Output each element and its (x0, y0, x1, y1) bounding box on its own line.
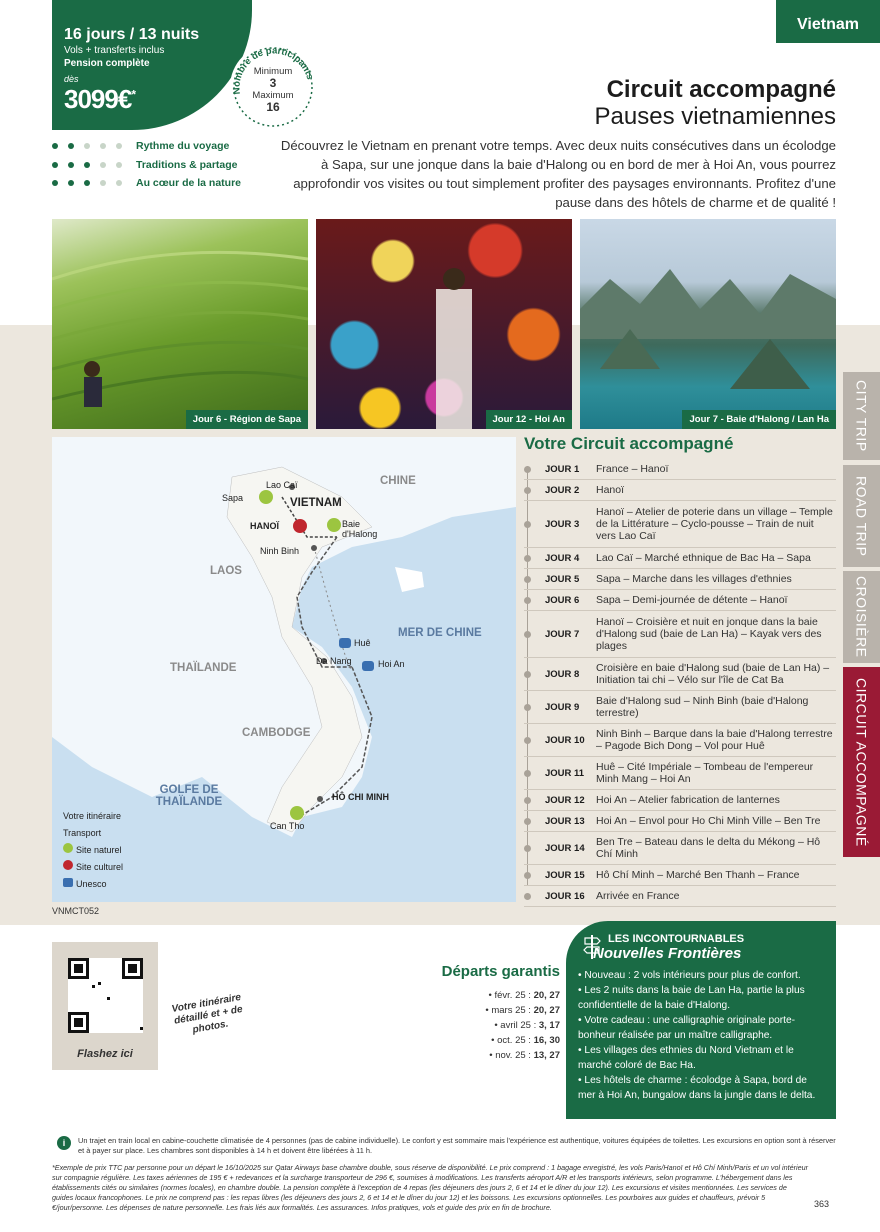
departure-item: • oct. 25 : 16, 30 (491, 1035, 560, 1046)
day-description: Hoi An – Envol pour Ho Chi Minh Ville – Ben Tre (596, 815, 821, 827)
timeline-dot (524, 872, 531, 879)
photo-sapa (52, 219, 308, 429)
side-tab-circuit-accompagne[interactable]: CIRCUIT ACCOMPAGNÉ (843, 667, 880, 857)
rating-dot (100, 162, 106, 168)
day-number: JOUR 13 (545, 815, 585, 827)
intro-text: Découvrez le Vietnam en prenant votre temps. Avec deux nuits consécutives dans un écolodge à Sapa, sur une jonque dans la baie d'Halong ou en bord de mer à Hoi An, vous pourrez approfondir vos visites ou tout simplement profiter des paysages environnants. Profitez d'une pause dans des hôtels de charme et de qualité ! (280, 138, 836, 210)
qr-note: Votre itinéraire détaillé et + de photos. (170, 991, 244, 1036)
highlight-item: • Votre cadeau : une calligraphie originale porte-bonheur réalisée par un maître calligraphe. (578, 1015, 796, 1041)
cultural-site-icon (63, 860, 73, 870)
rating-label: Rythme du voyage (136, 140, 230, 153)
photo-caption: Jour 7 - Baie d'Halong / Lan Ha (682, 410, 836, 429)
timeline-dot (524, 597, 531, 604)
timeline-dot (524, 671, 531, 678)
photo-caption: Jour 12 - Hoi An (486, 410, 573, 429)
itinerary-day (524, 590, 836, 611)
product-code: VNMCT052 (52, 906, 100, 916)
photo-halong (580, 219, 836, 429)
lanterns-illustration (316, 219, 572, 429)
timeline-dot (524, 466, 531, 473)
info-text: Un trajet en train local en cabine-couchette climatisée de 4 personnes (pas de cabine individuelle). Le confort y est sommaire mais l'expérience est authentique, voitures équipées de toilettes. Les excursions en option sont à réserver et à payer sur place. Les chambres sont disponibles à 14 h et doivent être libérées à 11 h. (78, 1136, 836, 1155)
participants-seal (230, 44, 316, 130)
day-number: JOUR 4 (545, 552, 580, 564)
day-number: JOUR 16 (545, 890, 585, 902)
timeline-dot (524, 737, 531, 744)
day-description: Croisière en baie d'Halong sud (baie de Lan Ha) – Initiation tai chi – Vélo sur l'île de Cat Ba (596, 662, 830, 686)
day-description: Hanoï – Atelier de poterie dans un village – Temple de la Littérature – Cyclo-pousse – Train de nuit vers Lao Caï (596, 506, 833, 542)
timeline-dot (524, 576, 531, 583)
qr-code[interactable] (68, 958, 143, 1033)
included-text: Vols + transferts inclus (64, 45, 165, 56)
city-laocai: Lao Caï (266, 480, 298, 490)
itinerary-day (524, 790, 836, 811)
rating-dot (116, 143, 122, 149)
departure-item: • nov. 25 : 13, 27 (489, 1050, 560, 1061)
legend-itinerary: Votre itinéraire (63, 811, 122, 821)
flash-label: Flashez ici (77, 1048, 133, 1060)
itinerary-day (524, 757, 836, 790)
rice-terraces-illustration (52, 219, 308, 429)
itinerary-day (524, 548, 836, 569)
participants-arc-text: Nombre de participants (231, 45, 316, 95)
from-text: dès (64, 74, 79, 84)
price: 3099€* (64, 84, 135, 114)
departures-title: Départs garantis (441, 963, 560, 980)
legend-cultural: Site culturel (63, 859, 123, 876)
itinerary-day (524, 724, 836, 757)
side-tab-croisiere[interactable]: CROISIÈRE (843, 571, 880, 663)
signpost-icon (582, 933, 602, 959)
page-subtitle: Pauses vietnamiennes (594, 103, 836, 130)
city-hcm: HÔ CHI MINH (332, 792, 389, 802)
rating-dot (100, 180, 106, 186)
timeline-dot (524, 487, 531, 494)
day-number: JOUR 14 (545, 842, 585, 854)
city-cantho: Can Tho (270, 821, 305, 831)
itinerary-day (524, 832, 836, 865)
timeline-dot (524, 631, 531, 638)
page-number: 363 (814, 1199, 830, 1209)
day-description: Hanoï (596, 484, 625, 496)
rating-dot (84, 143, 90, 149)
rating-dot (116, 162, 122, 168)
day-description: Baie d'Halong sud – Ninh Binh (baie d'Halong terrestre) (596, 695, 809, 719)
day-description: Hô Chí Minh – Marché Ben Thanh – France (596, 869, 800, 881)
rating-dot (52, 162, 58, 168)
rating-dot (68, 143, 74, 149)
side-tab-city-trip[interactable]: CITY TRIP (843, 372, 880, 460)
rating-row (52, 156, 241, 175)
qr-code-icon (68, 958, 143, 1033)
unesco-icon (63, 878, 73, 887)
day-number: JOUR 9 (545, 701, 580, 713)
rating-dot (84, 162, 90, 168)
price-box (52, 0, 252, 130)
departure-item: • mars 25 : 20, 27 (485, 1005, 560, 1016)
day-description: France – Hanoï (596, 463, 669, 475)
itinerary-day (524, 658, 836, 691)
rating-dots (52, 162, 132, 168)
natural-site-icon (63, 843, 73, 853)
timeline-dot (524, 797, 531, 804)
highlights-label: LES INCONTOURNABLES (608, 933, 745, 945)
day-description: Huê – Cité Impériale – Tombeau de l'empereur Minh Mang – Hoi An (596, 761, 814, 785)
day-description: Ninh Binh – Barque dans la baie d'Halong terrestre – Pagode Bich Dong – Vol pour Huê (596, 728, 833, 752)
rating-dot (84, 180, 90, 186)
day-number: JOUR 15 (545, 869, 585, 881)
departures-list (400, 988, 560, 1063)
rating-dot (68, 180, 74, 186)
participants-values: Minimum 3 Maximum 16 (252, 66, 294, 114)
itinerary-day (524, 865, 836, 886)
highlight-item: • Les villages des ethnies du Nord Vietnam et le marché coloré de Bac Ha. (578, 1045, 794, 1071)
day-description: Hanoï – Croisière et nuit en jonque dans la baie d'Halong sud (baie de Lan Ha) – Kayak vers des plages (596, 616, 822, 652)
day-description: Sapa – Demi-journée de détente – Hanoï (596, 594, 788, 606)
departure-item: • févr. 25 : 20, 27 (488, 990, 560, 1001)
itinerary-title: Votre Circuit accompagné (524, 434, 734, 453)
day-number: JOUR 5 (545, 573, 580, 585)
legend-transport: Transport (63, 828, 102, 838)
day-description: Hoi An – Atelier fabrication de lanternes (596, 794, 780, 806)
rating-dot (100, 143, 106, 149)
rating-label: Au cœur de la nature (136, 177, 242, 190)
day-description: Lao Caï – Marché ethnique de Bac Ha – Sapa (596, 552, 811, 564)
itinerary-day (524, 480, 836, 501)
itinerary-list (524, 459, 836, 907)
timeline-dot (524, 521, 531, 528)
timeline-dot (524, 845, 531, 852)
legend-natural: Site naturel (63, 842, 123, 859)
highlight-item: • Nouveau : 2 vols intérieurs pour plus de confort. (578, 970, 801, 981)
day-number: JOUR 6 (545, 594, 580, 606)
map-label-vietnam: VIETNAM (290, 497, 342, 509)
itinerary-day (524, 459, 836, 480)
day-number: JOUR 7 (545, 628, 580, 640)
photo-caption: Jour 6 - Région de Sapa (186, 410, 308, 429)
highlight-item: • Les 2 nuits dans la baie de Lan Ha, partie la plus confidentielle de la baie d'Halong. (578, 985, 805, 1011)
day-description: Arrivée en France (596, 890, 680, 902)
day-number: JOUR 1 (545, 463, 580, 475)
city-hue: Huê (354, 638, 371, 648)
rating-dot (52, 180, 58, 186)
info-icon: i (57, 1136, 71, 1150)
day-number: JOUR 12 (545, 794, 585, 806)
board-text: Pension complète (64, 58, 150, 69)
map-legend (63, 808, 123, 893)
city-danang: Da Nang (316, 656, 352, 666)
day-description: Ben Tre – Bateau dans le delta du Mékong – Hô Chí Minh (596, 836, 821, 860)
map-label-laos: LAOS (210, 565, 242, 577)
timeline-dot (524, 893, 531, 900)
trip-duration: 16 jours / 13 nuits (64, 26, 200, 43)
highlight-item: • Les hôtels de charme : écolodge à Sapa, bord de mer à Hoi An, bungalow dans la jungle dans le delta. (578, 1075, 816, 1101)
itinerary-day (524, 811, 836, 832)
country-tab: Vietnam (776, 0, 880, 43)
city-sapa: Sapa (222, 493, 244, 503)
day-number: JOUR 8 (545, 668, 580, 680)
itinerary-day (524, 501, 836, 548)
city-ninhbinh: Ninh Binh (260, 546, 300, 556)
timeline-dot (524, 770, 531, 777)
map-label-thailand: THAÏLANDE (170, 662, 237, 674)
day-number: JOUR 2 (545, 484, 580, 496)
rating-label: Traditions & partage (136, 158, 238, 171)
highlights-title: Nouvelles Frontières (593, 945, 742, 962)
day-number: JOUR 10 (545, 734, 585, 746)
day-number: JOUR 3 (545, 518, 580, 530)
itinerary-day (524, 886, 836, 907)
rating-dots (52, 143, 132, 149)
itinerary-day (524, 611, 836, 658)
rating-row (52, 137, 241, 156)
departure-item: • avril 25 : 3, 17 (494, 1020, 560, 1031)
day-number: JOUR 11 (545, 767, 585, 779)
city-hoian: Hoi An (378, 659, 405, 669)
timeline-dot (524, 555, 531, 562)
timeline-dot (524, 818, 531, 825)
highlights-box (566, 921, 836, 1119)
rating-row (52, 174, 241, 193)
rating-dot (52, 143, 58, 149)
legend-unesco: Unesco (63, 876, 123, 893)
day-description: Sapa – Marche dans les villages d'ethnies (596, 573, 792, 585)
map-label-china-sea: MER DE CHINE (398, 627, 482, 639)
itinerary-day (524, 691, 836, 724)
map-label-cambodia: CAMBODGE (242, 727, 311, 739)
map-label-china: CHINE (380, 475, 416, 487)
rating-dot (116, 180, 122, 186)
city-hanoi: HANOÏ (250, 521, 279, 531)
rating-dots (52, 180, 132, 186)
fine-print: *Exemple de prix TTC par personne pour un départ le 16/10/2025 sur Qatar Airways base chambre double, sous réserve de disponibilité. Le prix comprend : 1 bagage enregistré, les vols Paris/Hanoï et Hô Chí Minh/Paris et un vol intérieur sur compagnie régulière. Les taxes aériennes de 195 € + redevances et la surcharge transporteur de 296 €, soumises à modifications. Les transferts aéroport A/R et les transports intérieurs, selon programme. L'hébergement dans les établissements cités ou similaires (normes locales), en chambre double. La pension complète à l'exception de 4 repas (les déjeuners des jours 2, 6 et 14 et le dîner du jour 12). Les excursions et visites mentionnées. Les services de guides locaux francophones. Le prix ne comprend pas : les repas libres (les déjeuners des jours 2, 6 et 14 et le dîner du jour 12) et les boissons. Les excursions optionnelles. Les pourboires aux guides et chauffeurs, prévoir 5 €/jour/personne. Les dépenses de nature personnelle. Les frais liés aux formalités. Les assurances. Infos pratiques, vols et guide des prix en fin de brochure. (52, 1163, 809, 1212)
halong-bay-illustration (580, 219, 836, 429)
map-label-gulf: GOLFE DE THAÏLANDE (155, 784, 223, 808)
side-tab-road-trip[interactable]: ROAD TRIP (843, 465, 880, 567)
timeline-dot (524, 704, 531, 711)
page-title: Circuit accompagné (606, 76, 836, 103)
city-halong: Baie d'Halong (342, 519, 378, 539)
itinerary-day (524, 569, 836, 590)
photo-hoian (316, 219, 572, 429)
ratings (52, 137, 241, 193)
rating-dot (68, 162, 74, 168)
